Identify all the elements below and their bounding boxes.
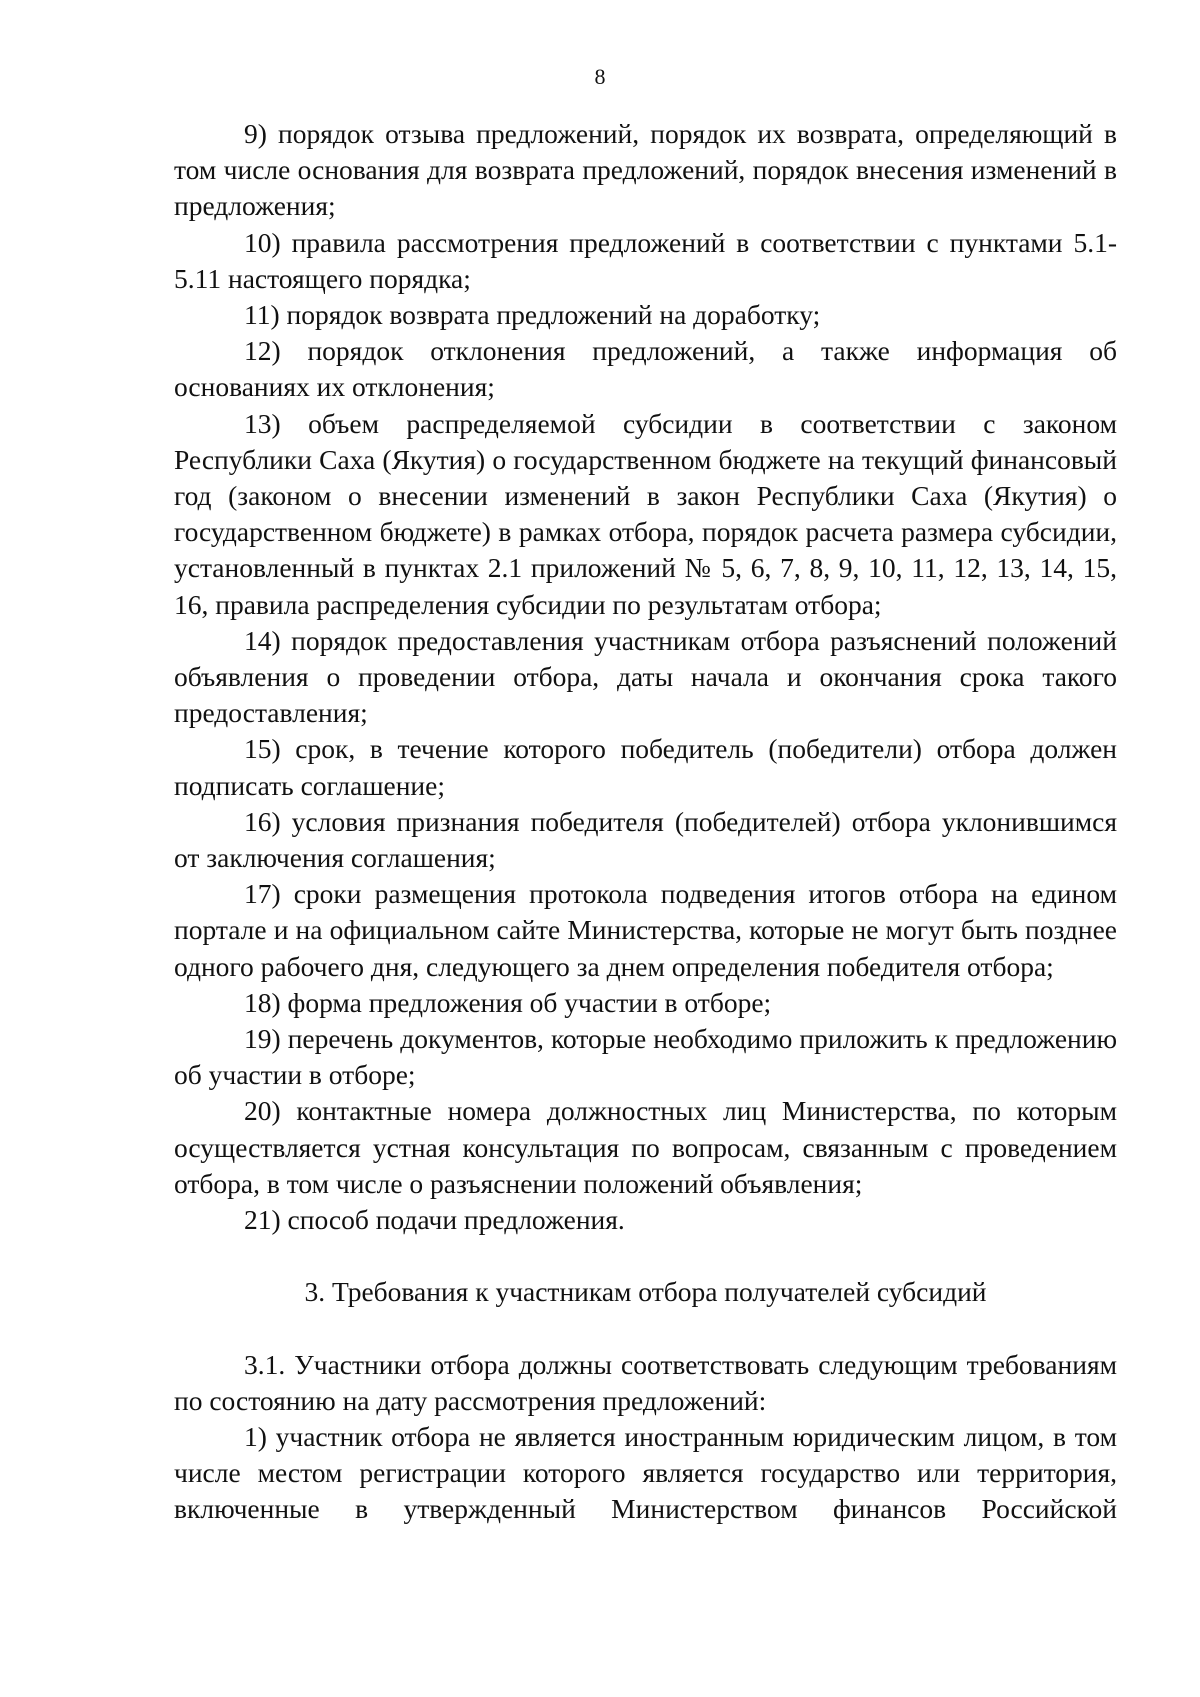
list-item: 9) порядок отзыва предложений, порядок их возврата, определяющий в том числе основания для возврата предложений, порядок внесения изменений в предложения; bbox=[174, 118, 1117, 222]
page-number: 8 bbox=[594, 64, 606, 89]
document-body bbox=[174, 116, 1117, 1528]
list-item: 13) объем распределяемой субсидии в соответствии с законом Республики Саха (Якутия) о государственном бюджете на текущий финансовый год (законом о внесении изменений в закон Республики Саха (Якутия) о государственном бюджете) в рамках отбора, порядок расчета размера субсидии, установленный в пунктах 2.1 приложений № 5, 6, 7, 8, 9, 10, 11, 12, 13, 14, 15, 16, правила распределения субсидии по результатам отбора; bbox=[174, 407, 1117, 620]
list-item: 11) порядок возврата предложений на доработку; bbox=[244, 299, 821, 331]
list-item: 21) способ подачи предложения. bbox=[244, 1204, 625, 1236]
list-item: 15) срок, в течение которого победитель (победители) отбора должен подписать соглашение; bbox=[174, 733, 1117, 801]
list-item: 14) порядок предоставления участникам отбора разъяснений положений объявления о проведении отбора, даты начала и окончания срока такого предоставления; bbox=[174, 624, 1117, 729]
list-item: 19) перечень документов, которые необходимо приложить к предложению об участии в отборе; bbox=[174, 1023, 1117, 1091]
section-heading: 3. Требования к участникам отбора получателей субсидий bbox=[304, 1276, 987, 1308]
list-item: 17) сроки размещения протокола подведения итогов отбора на едином портале и на официальном сайте Министерства, которые не могут быть позднее одного рабочего дня, следующего за днем определения победителя отбора; bbox=[174, 878, 1117, 982]
list-item: 18) форма предложения об участии в отборе; bbox=[244, 986, 772, 1018]
list-item: 20) контактные номера должностных лиц Министерства, по которым осуществляется устная консультация по вопросам, связанным с проведением отбора, в том числе о разъяснении положений объявления; bbox=[174, 1095, 1117, 1199]
section-paragraph: 3.1. Участники отбора должны соответствовать следующим требованиям по состоянию на дату рассмотрения предложений: bbox=[174, 1348, 1117, 1416]
list-item: 16) условия признания победителя (победителей) отбора уклонившимся от заключения соглашения; bbox=[174, 805, 1117, 874]
list-item: 12) порядок отклонения предложений, а также информация об основаниях их отклонения; bbox=[174, 335, 1117, 403]
section-paragraph: 1) участник отбора не является иностранным юридическим лицом, в том числе местом регистрации которого является государство или территория, включенные в утвержденный Министерством финансов Российской bbox=[174, 1420, 1117, 1525]
list-item: 10) правила рассмотрения предложений в соответствии с пунктами 5.1-5.11 настоящего порядка; bbox=[174, 226, 1117, 294]
